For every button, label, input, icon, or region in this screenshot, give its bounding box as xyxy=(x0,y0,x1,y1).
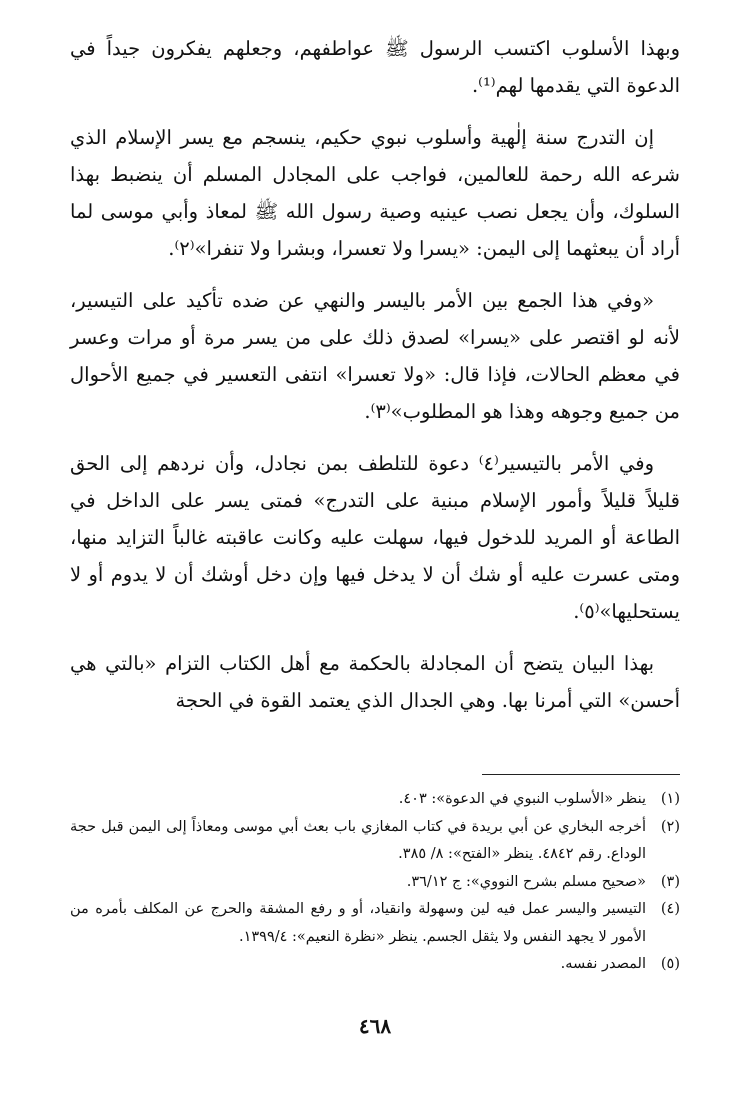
footnote-2 xyxy=(70,814,680,869)
paragraph-2: إن التدرج سنة إلٰهية وأسلوب نبوي حكيم، ينسجم مع يسر الإسلام الذي شرعه الله رحمة للعالمين، فواجب على المجادل المسلم أن ينضبط بهذا السلوك، وأن يجعل نصب عينيه وصية رسول الله ﷺ لمعاذ وأبي موسى لما أراد أن يبعثهما إلى اليمن: «يسرا ولا تعسرا، وبشرا ولا تنفرا»⁽٢⁾. xyxy=(70,126,680,260)
footnote-text: «صحيح مسلم بشرح النووي»: ج ٣٦/١٢. xyxy=(406,873,646,890)
footnote-4 xyxy=(70,896,680,951)
footnote-number: (٥) xyxy=(660,956,680,972)
page-number: ٤٦٨ xyxy=(358,1014,392,1038)
main-text xyxy=(70,30,680,734)
paragraph-1: وبهذا الأسلوب اكتسب الرسول ﷺ عواطفهم، وجعلهم يفكرون جيداً في الدعوة التي يقدمها لهم⁽¹⁾. xyxy=(70,37,680,97)
footnote-text: التيسير واليسر عمل فيه لين وسهولة وانقياد، أو و رفع المشقة والحرج عن المكلف بأمره من الأمور لا يجهد النفس ولا يثقل الجسم. ينظر «نظرة النعيم»: ١٣٩٩/٤. xyxy=(70,901,646,945)
footnote-number: (١) xyxy=(660,791,680,807)
footnote-number: (٢) xyxy=(660,818,680,835)
paragraph-5: بهذا البيان يتضح أن المجادلة بالحكمة مع أهل الكتاب التزام «بالتي هي أحسن» التي أمرنا بها. وهي الجدال الذي يعتمد القوة في الحجة xyxy=(70,652,680,712)
footnote-1 xyxy=(70,786,680,814)
footnote-separator xyxy=(482,774,680,775)
footnote-text: ينظر «الأسلوب النبوي في الدعوة»: ٤٠٣. xyxy=(398,791,646,807)
footnote-text: المصدر نفسه. xyxy=(560,956,646,972)
footnote-3 xyxy=(70,869,680,897)
paragraph-4: وفي الأمر بالتيسير⁽٤⁾ دعوة للتلطف بمن نجادل، وأن نردهم إلى الحق قليلاً قليلاً وأمور الإسلام مبنية على التدرج» فمتى يسر على الداخل في الطاعة أو المريد للدخول فيها، سهلت عليه وكانت عاقبته غالباً التزايد منها، ومتى عسرت عليه أو شك أن لا يدخل فيها وإن دخل أوشك أن لا يدوم أو لا يستحليها»⁽٥⁾. xyxy=(70,452,680,623)
footnote-text: أخرجه البخاري عن أبي بريدة في كتاب المغازي باب بعث أبي موسى ومعاذاً إلى اليمن قبل حجة الوداع. رقم ٤٨٤٢. ينظر «الفتح»: ٨/ ٣٨٥. xyxy=(70,818,646,862)
footnote-number: (٤) xyxy=(660,901,680,917)
footnote-5 xyxy=(70,951,680,979)
footnotes xyxy=(70,786,680,979)
footnote-number: (٣) xyxy=(660,873,680,890)
paragraph-3: «وفي هذا الجمع بين الأمر باليسر والنهي عن ضده تأكيد على التيسير، لأنه لو اقتصر على «يسرا» لصدق ذلك على من يسر مرة أو مرات وعسر في معظم الحالات، فإذا قال: «ولا تعسرا» انتفى التعسير في جميع الأحوال من جميع وجوهه وهذا هو المطلوب»⁽٣⁾. xyxy=(70,289,680,423)
